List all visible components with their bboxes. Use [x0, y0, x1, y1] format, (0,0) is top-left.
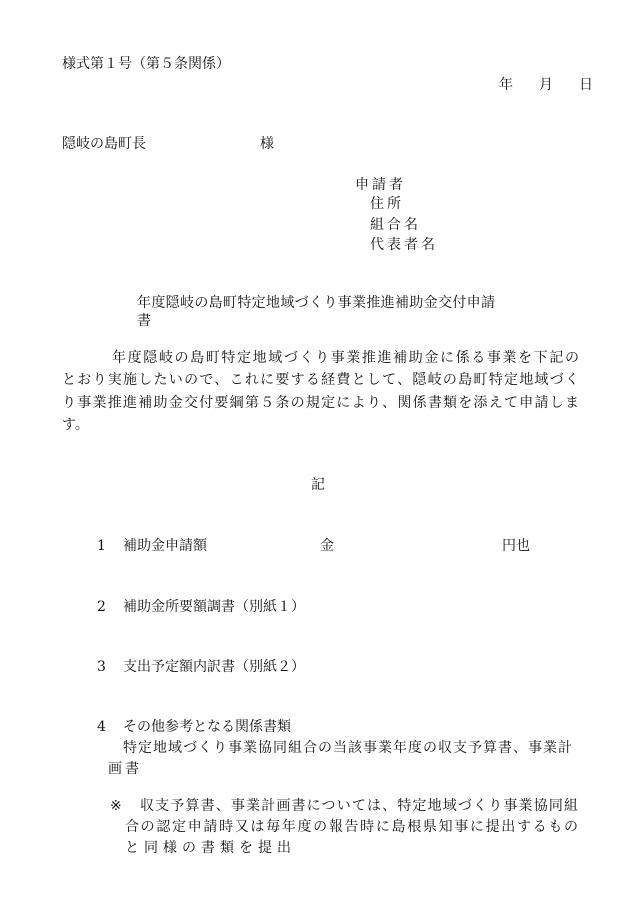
amount-yen: 円也	[502, 538, 530, 554]
body-line: り事業推進補助金交付要綱第５条の規定により、関係書類を添えて申請しま	[62, 395, 579, 411]
item-label: その他参考となる関係書類	[123, 719, 291, 735]
item-detail-line: 特定地域づくり事業協同組合の当該事業年度の収支予算書、事業計	[123, 740, 572, 756]
document-title: 年度隠岐の島町特定地域づくり事業推進補助金交付申請書	[137, 295, 495, 329]
item-number: 4	[97, 719, 106, 735]
body-line: とおり実施したいので、これに要する経費として、隠岐の島町特定地域づく	[62, 372, 579, 388]
item-detail-line: 画書	[108, 761, 142, 777]
amount-kin: 金	[320, 538, 334, 554]
note-line: 収支予算書、事業計画書については、特定地域づくり事業協同組	[140, 798, 578, 814]
date-field: 年 月 日	[499, 77, 599, 93]
body-line: 年度隠岐の島町特定地域づくり事業推進補助金に係る事業を下記の	[112, 350, 579, 366]
applicant-representative-label: 代表者名	[370, 237, 438, 253]
addressee-name: 隠岐の島町長	[62, 136, 146, 152]
note-mark: ※	[110, 798, 122, 814]
item-number: 2	[97, 599, 106, 615]
item-label: 補助金申請額	[123, 538, 207, 554]
ki-heading: 記	[311, 477, 325, 493]
item-number: 1	[97, 538, 106, 554]
item-label: 補助金所要額調書（別紙１）	[123, 599, 305, 615]
item-label: 支出予定額内訳書（別紙２）	[123, 659, 305, 675]
applicant-address-label: 住所	[370, 196, 404, 212]
form-label: 様式第１号（第５条関係）	[62, 56, 230, 72]
body-line: す。	[62, 417, 89, 433]
note-line: と同様の書類を提出	[125, 840, 296, 856]
applicant-heading: 申請者	[355, 177, 406, 193]
note-line: 合の認定申請時又は毎年度の報告時に島根県知事に提出するもの	[125, 819, 578, 835]
item-number: 3	[97, 659, 106, 675]
addressee-honorific: 様	[260, 136, 274, 152]
applicant-union-label: 組合名	[370, 217, 421, 233]
